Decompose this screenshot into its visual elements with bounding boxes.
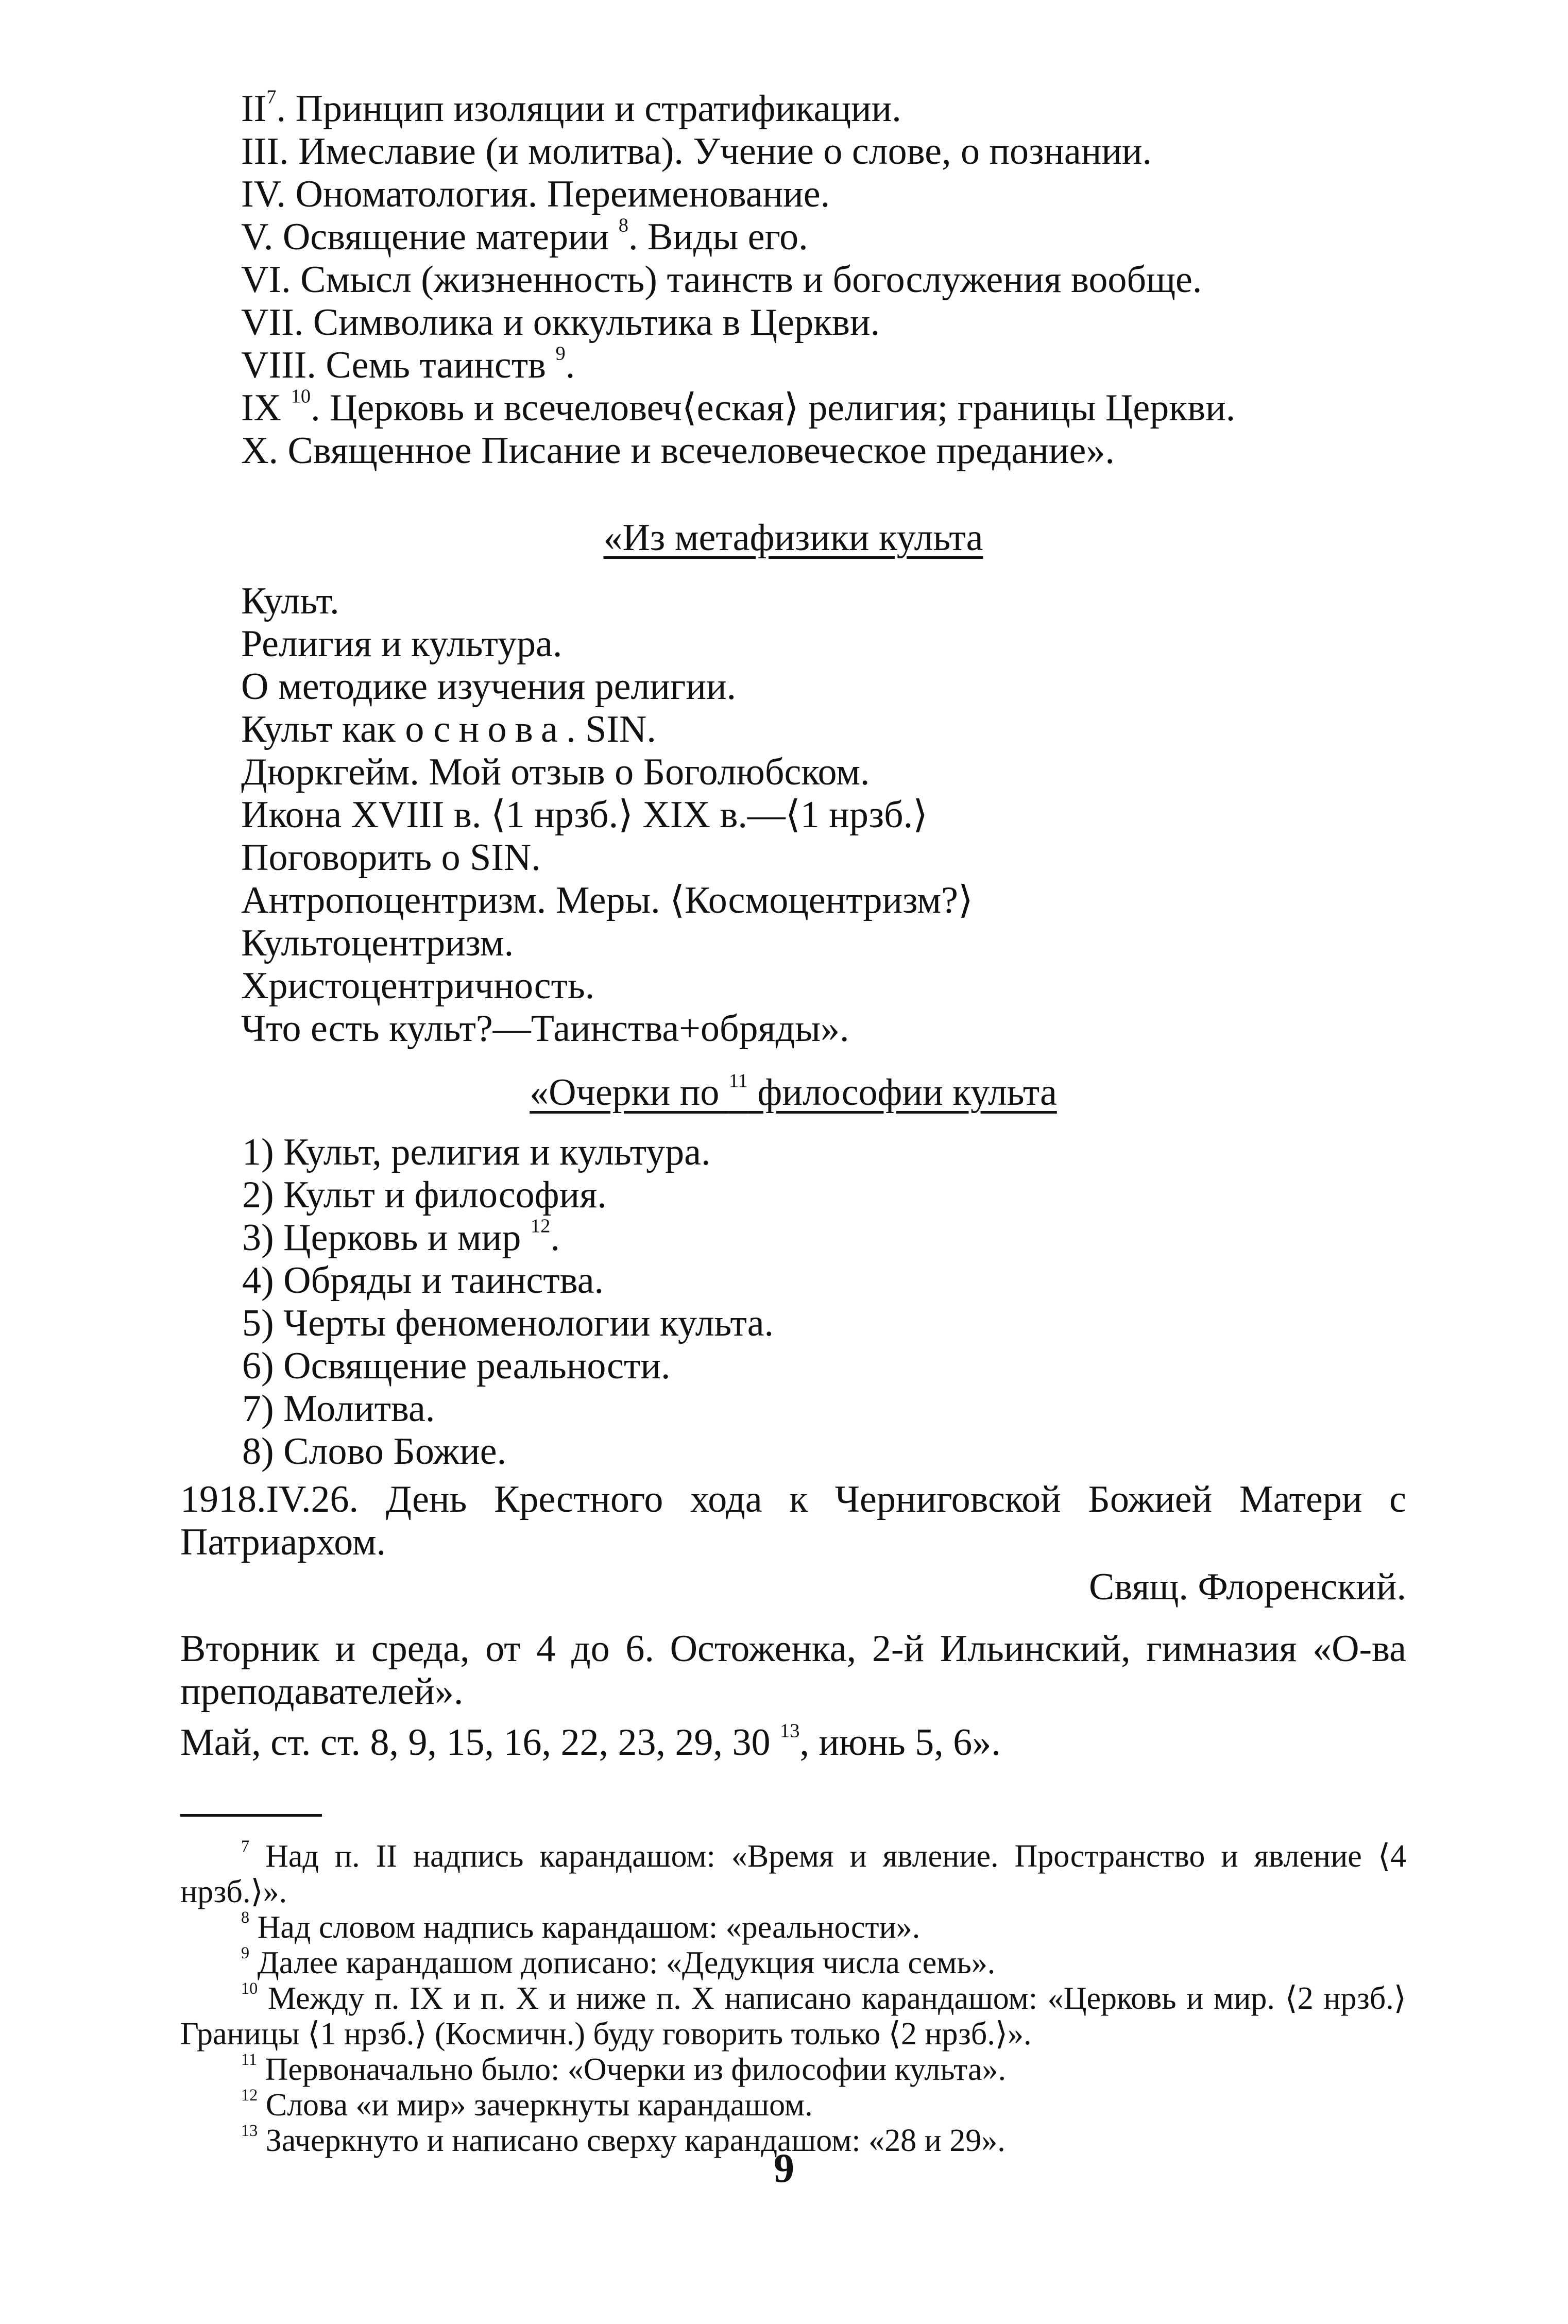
note-line: Культоцентризм. xyxy=(241,922,514,964)
outline-item-ix: IX $^{10}$. Церковь и всечеловеч⟨еская⟩ религия; границы Церкви. xyxy=(241,385,1236,429)
outline-item-vii: VII. Символика и оккультика в Церкви. xyxy=(241,301,880,344)
outline-item-viii: VIII. Семь таинств $^9$. xyxy=(241,343,575,386)
list-item: 3) Церковь и мир $^{12}$. xyxy=(242,1215,560,1259)
footnote-ref: 9 xyxy=(555,343,566,365)
note-line: Культ как основа. SIN. xyxy=(241,708,656,750)
footnote: $^{12}$ Слова «и мир» зачеркнуты карандашом. xyxy=(241,2085,813,2123)
footnote: $^{13}$ Зачеркнуто и написано сверху карандашом: «28 и 29». xyxy=(241,2121,1005,2158)
signature: Свящ. Флоренский. xyxy=(1089,1566,1406,1608)
list-item: 6) Освящение реальности. xyxy=(242,1345,671,1387)
note-line: Культ. xyxy=(241,580,339,622)
note-line: Поговорить о SIN. xyxy=(241,836,541,879)
note-line: Что есть культ?—Таинства+обряды». xyxy=(241,1007,849,1050)
note-line: О методике изучения религии. xyxy=(241,665,737,708)
note-line: Икона XVIII в. ⟨1 нрзб.⟩ XIX в.—⟨1 нрзб.⟩ xyxy=(241,794,928,836)
section-heading-metaphysics: «Из метафизики культа xyxy=(603,517,983,559)
footnote-ref: 11 xyxy=(728,1070,748,1092)
outline-item-ii: $II^7$. Принцип изоляции и стратификации. xyxy=(241,86,901,130)
footnote: $^{10}$ Между п. IX и п. X и ниже п. X написано карандашом: «Церковь и мир. ⟨2 нрзб.⟩ Границы ⟨1 нрзб.⟩ (Космичн.) буду говорить только ⟨2 нрзб.⟩». xyxy=(180,1978,1407,2052)
list-item: 1) Культ, религия и культура. xyxy=(242,1131,711,1173)
spaced-word: основа xyxy=(405,708,567,750)
outline-item-x: X. Священное Писание и всечеловеческое предание». xyxy=(241,430,1115,472)
page-number: 9 xyxy=(774,2146,794,2191)
list-item: 5) Черты феноменологии культа. xyxy=(242,1302,774,1344)
footnote-separator xyxy=(180,1814,322,1817)
footnote: $^{11}$ Первоначально было: «Очерки из философии культа». xyxy=(241,2049,1006,2087)
footnote: $^7$ Над п. II надпись карандашом: «Время и явление. Пространство и явление ⟨4 нрзб.⟩». xyxy=(180,1836,1407,1909)
note-line: Христоцентричность. xyxy=(241,965,595,1007)
date-paragraph: 1918.IV.26. День Крестного хода к Черниговской Божией Матери с Патриархом. xyxy=(180,1478,1406,1563)
note-line: Дюркгейм. Мой отзыв о Боголюбском. xyxy=(241,751,870,793)
list-item: 8) Слово Божие. xyxy=(242,1430,507,1473)
list-item: 2) Культ и философия. xyxy=(242,1174,607,1216)
footnotes xyxy=(180,1836,1407,2159)
metaphysics-notes xyxy=(180,580,1406,1050)
footnote: $^8$ Над словом надпись карандашом: «реальности». xyxy=(241,1907,921,1945)
footnote: $^9$ Далее карандашом дописано: «Дедукция числа семь». xyxy=(241,1943,996,1980)
note-line: Антропоцентризм. Меры. ⟨Космоцентризм?⟩ xyxy=(241,879,973,921)
outline-item-iv: IV. Ономатология. Переименование. xyxy=(241,173,830,215)
schedule-paragraph: Вторник и среда, от 4 до 6. Остоженка, 2-й Ильинский, гимназия «О-ва преподавателей». xyxy=(180,1628,1406,1713)
outline-item-v: V. Освящение материи $^8$. Виды его. xyxy=(241,214,808,258)
outline-item-iii: III. Имеславие (и молитва). Учение о слове, о познании. xyxy=(241,130,1152,173)
essays-list xyxy=(242,1131,774,1473)
note-line: Религия и культура. xyxy=(241,623,563,665)
footnote-ref: 10 xyxy=(291,385,311,407)
footnote-ref: 7 xyxy=(266,86,277,108)
list-item: 4) Обряды и таинства. xyxy=(242,1259,604,1302)
dates-paragraph: Май, ст. ст. 8, 9, 15, 16, 22, 23, 29, 30 $^{13}$, июнь 5, 6». xyxy=(180,1720,1001,1764)
list-item: 7) Молитва. xyxy=(242,1388,435,1430)
footnote-ref: 13 xyxy=(779,1720,800,1742)
section-heading-essays: «Очерки по $^{11}$ философии культа xyxy=(530,1070,1057,1114)
outline-item-vi: VI. Смысл (жизненность) таинств и богослужения вообще. xyxy=(241,259,1202,301)
outline-list xyxy=(180,88,1406,472)
footnote-ref: 8 xyxy=(618,214,628,236)
footnote-ref: 12 xyxy=(530,1215,551,1237)
